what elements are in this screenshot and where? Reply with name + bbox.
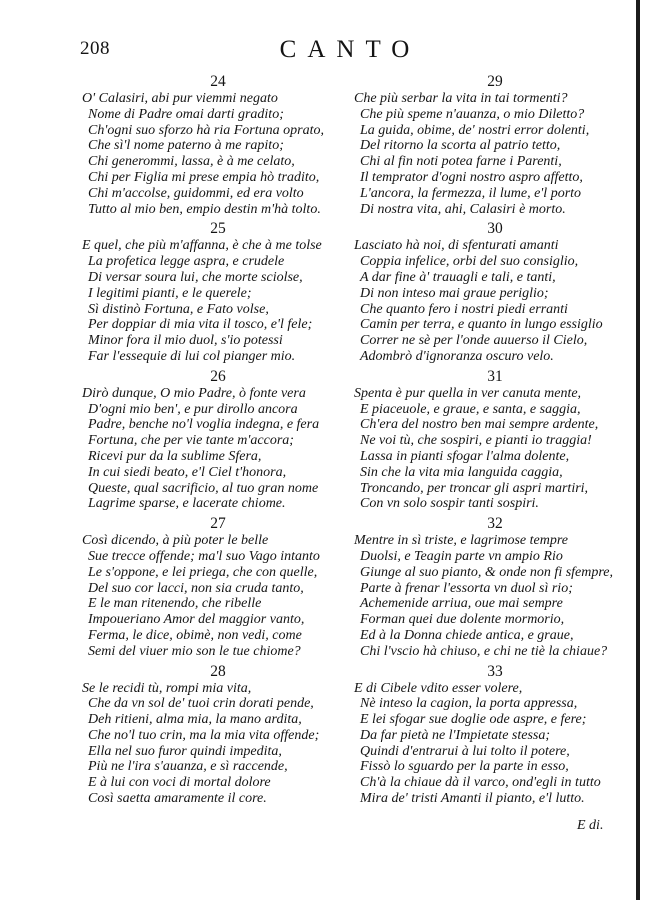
verse-line: O' Calasiri, abi pur viemmi negato — [82, 91, 278, 106]
stanza — [82, 367, 354, 512]
stanza — [82, 219, 354, 364]
verse-line: Lagrime sparse, e lacerate chiome. — [88, 496, 286, 512]
verse-line: Semi del viuer mio son le tue chiome? — [88, 643, 301, 659]
verse-line: Queste, qual sacrificio, al tuo gran nome — [88, 480, 319, 496]
verse-line: Ch'ogni suo sforzo hà ria Fortuna oprato, — [88, 122, 324, 138]
catchword: E di. — [577, 818, 604, 833]
verse-line: Padre, benche no'l voglia indegna, e fera — [88, 417, 320, 433]
verse-line: Mira de' tristi Amanti il pianto, e'l lutto. — [360, 791, 585, 807]
verse-line: Così dicendo, à più poter le belle — [82, 533, 269, 549]
verse-line: Tutto al mio ben, empio destin m'hà tolto. — [88, 201, 321, 217]
verse-line: Che più speme n'auanza, o mio Diletto? — [360, 106, 585, 122]
verse-line: Sin che la vita mia languida caggia, — [360, 464, 563, 480]
stanza-number: 29 — [487, 73, 503, 90]
verse-line: Del ritorno la scorta al patrio tetto, — [360, 138, 561, 154]
verse-line: Adombrò d'ignoranza oscuro velo. — [360, 348, 554, 364]
page-edge-rule — [636, 0, 640, 900]
verse-line: Le s'oppone, e lei priega, che con quelle, — [88, 564, 318, 580]
verse-line: Che quanto fero i nostri piedi erranti — [360, 301, 568, 317]
verse-line: Per doppiar di mia vita il tosco, e'l fele; — [88, 317, 313, 333]
verse-line: Che più serbar la vita in tai tormenti? — [354, 91, 568, 106]
verse-line: E le man ritenendo, che ribelle — [88, 596, 262, 612]
verse-line: Lasciato hà noi, di sfenturati amanti — [354, 238, 559, 254]
verse-line: Sue trecce offende; ma'l suo Vago intanto — [88, 548, 320, 564]
verse-line: Chi per Figlia mi prese empia hò tradito, — [88, 169, 320, 185]
verse-line: I legitimi pianti, e le querele; — [88, 285, 252, 301]
verse-line: Nè inteso la cagion, la porta appressa, — [360, 696, 578, 712]
stanza — [354, 72, 636, 217]
left-column — [82, 72, 354, 807]
verse-line: La profetica legge aspra, e crudele — [88, 254, 285, 270]
page-number: 208 — [80, 38, 110, 59]
verse-line: Fissò lo sguardo per la parte in esso, — [360, 759, 569, 775]
verse-line: Ch'era del nostro ben mai sempre ardente, — [360, 417, 599, 433]
verse-line: Correr ne sè per l'onde auuerso il Cielo, — [360, 333, 588, 349]
verse-line: Ferma, le dice, obimè, non vedi, come — [88, 627, 302, 643]
stanza-number: 27 — [210, 515, 226, 533]
verse-line: Minor fora il mio duol, s'io potessi — [88, 333, 283, 349]
verse-line: Deh ritieni, alma mia, la mano ardita, — [88, 712, 302, 728]
stanza — [354, 367, 636, 512]
verse-line: Del suo cor lacci, non sia cruda tanto, — [88, 580, 304, 596]
verse-line: Chi al fin noti potea farne i Parenti, — [360, 154, 562, 170]
verse-line: Che no'l tuo crin, ma la mia vita offende; — [88, 727, 320, 743]
verse-line: In cui siedi beato, e'l Ciel t'honora, — [88, 464, 287, 480]
verse-line: Troncando, per troncar gli aspri martiri, — [360, 480, 589, 496]
stanza-number: 28 — [210, 662, 226, 680]
stanza — [82, 662, 354, 807]
verse-line: Chi l'vscio hà chiuso, e chi ne tiè la chiaue? — [360, 643, 608, 659]
verse-line: La guida, obime, de' nostri error dolenti, — [360, 122, 590, 138]
verse-line: Achemenide arriua, oue mai sempre — [360, 596, 563, 612]
verse-line: Da far pietà ne l'Impietate stessa; — [360, 727, 551, 743]
stanza-number: 25 — [210, 220, 226, 238]
verse-line: Di nostra vita, ahi, Calasiri è morto. — [360, 201, 566, 217]
verse-line: Camin per terra, e quanto in lungo essiglio — [360, 317, 603, 333]
verse-line: Di versar soura lui, che morte sciolse, — [88, 269, 303, 285]
verse-line: Ricevi pur da la sublime Sfera, — [88, 448, 262, 464]
stanza-number: 30 — [487, 220, 503, 238]
stanza-number: 24 — [210, 73, 226, 90]
right-column — [354, 72, 636, 807]
verse-line: Duolsi, e Teagin parte vn ampio Rio — [360, 548, 563, 564]
stanza-number: 33 — [487, 662, 503, 680]
stanza-number: 26 — [210, 367, 226, 385]
verse-line: Fortuna, che per vie tante m'accora; — [88, 433, 294, 449]
verse-line: Ne voi tù, che sospiri, e pianti io traggia! — [360, 433, 592, 449]
verse-line: Il temprator d'ogni nostro aspro affetto, — [360, 169, 583, 185]
verse-line: Coppia infelice, orbi del suo consiglio, — [360, 254, 579, 270]
verse-line: Dirò dunque, O mio Padre, ò fonte vera — [82, 385, 306, 401]
verse-line: Quindi d'entrarui à lui tolto il potere, — [360, 743, 570, 759]
verse-line: Far l'essequie di lui col pianger mio. — [88, 348, 296, 364]
running-head: CANTO — [279, 36, 421, 63]
verse-line: Impoueriano Amor del maggior vanto, — [88, 612, 305, 628]
verse-line: Con vn solo sospir tanti sospiri. — [360, 496, 539, 512]
stanza — [354, 219, 636, 364]
verse-line: Sì distinò Fortuna, e Fato volse, — [88, 301, 269, 317]
verse-line: Parte à frenar l'essorta vn duol sì rio; — [360, 580, 573, 596]
verse-line: E quel, che più m'affanna, è che à me tolse — [82, 238, 322, 254]
verse-line: Nome di Padre omai darti gradito; — [88, 106, 284, 122]
verse-line: Se le recidi tù, rompi mia vita, — [82, 680, 252, 696]
verse-line: Chi generommi, lassa, è à me celato, — [88, 154, 295, 170]
verse-line: A dar fine à' trauagli e tali, e tanti, — [360, 269, 556, 285]
stanza — [82, 514, 354, 659]
verse-line: Così saetta amaramente il core. — [88, 791, 267, 807]
verse-line: Che sì'l nome paterno à me rapito; — [88, 138, 284, 154]
verse-line: Mentre in sì triste, e lagrimose tempre — [354, 533, 568, 549]
stanza — [82, 72, 354, 217]
verse-line: Chi m'accolse, guidommi, ed era volto — [88, 185, 304, 201]
verse-line: Lassa in pianti sfogar l'alma dolente, — [360, 448, 570, 464]
verse-line: E à lui con voci di mortal dolore — [88, 775, 271, 791]
verse-line: D'ogni mio ben', e pur dirollo ancora — [88, 401, 298, 417]
verse-line: E piaceuole, e graue, e santa, e saggia, — [360, 401, 581, 417]
verse-line: Forman quei due dolente mormorio, — [360, 612, 565, 628]
verse-line: L'ancora, la fermezza, il lume, e'l porto — [360, 185, 582, 201]
stanza-number: 32 — [487, 515, 503, 533]
stanza — [354, 514, 636, 659]
verse-line: Di non inteso mai graue periglio; — [360, 285, 549, 301]
verse-line: E lei sfogar sue doglie ode aspre, e fere; — [360, 712, 587, 728]
stanza-number: 31 — [487, 367, 503, 385]
verse-line: E di Cibele vdito esser volere, — [354, 680, 523, 696]
verse-line: Ch'à la chiaue dà il varco, ond'egli in tutto — [360, 775, 601, 791]
verse-line: Più ne l'ira s'auanza, e sì raccende, — [88, 759, 288, 775]
verse-line: Ella nel suo furor quindi impedita, — [88, 743, 282, 759]
stanza — [354, 662, 636, 807]
verse-line: Spenta è pur quella in ver canuta mente, — [354, 385, 582, 401]
verse-line: Che da vn sol de' tuoi crin dorati pende, — [88, 696, 314, 712]
verse-line: Giunge al suo pianto, & onde non fi sfempre, — [360, 564, 614, 580]
verse-line: Ed à la Donna chiede antica, e graue, — [360, 627, 574, 643]
